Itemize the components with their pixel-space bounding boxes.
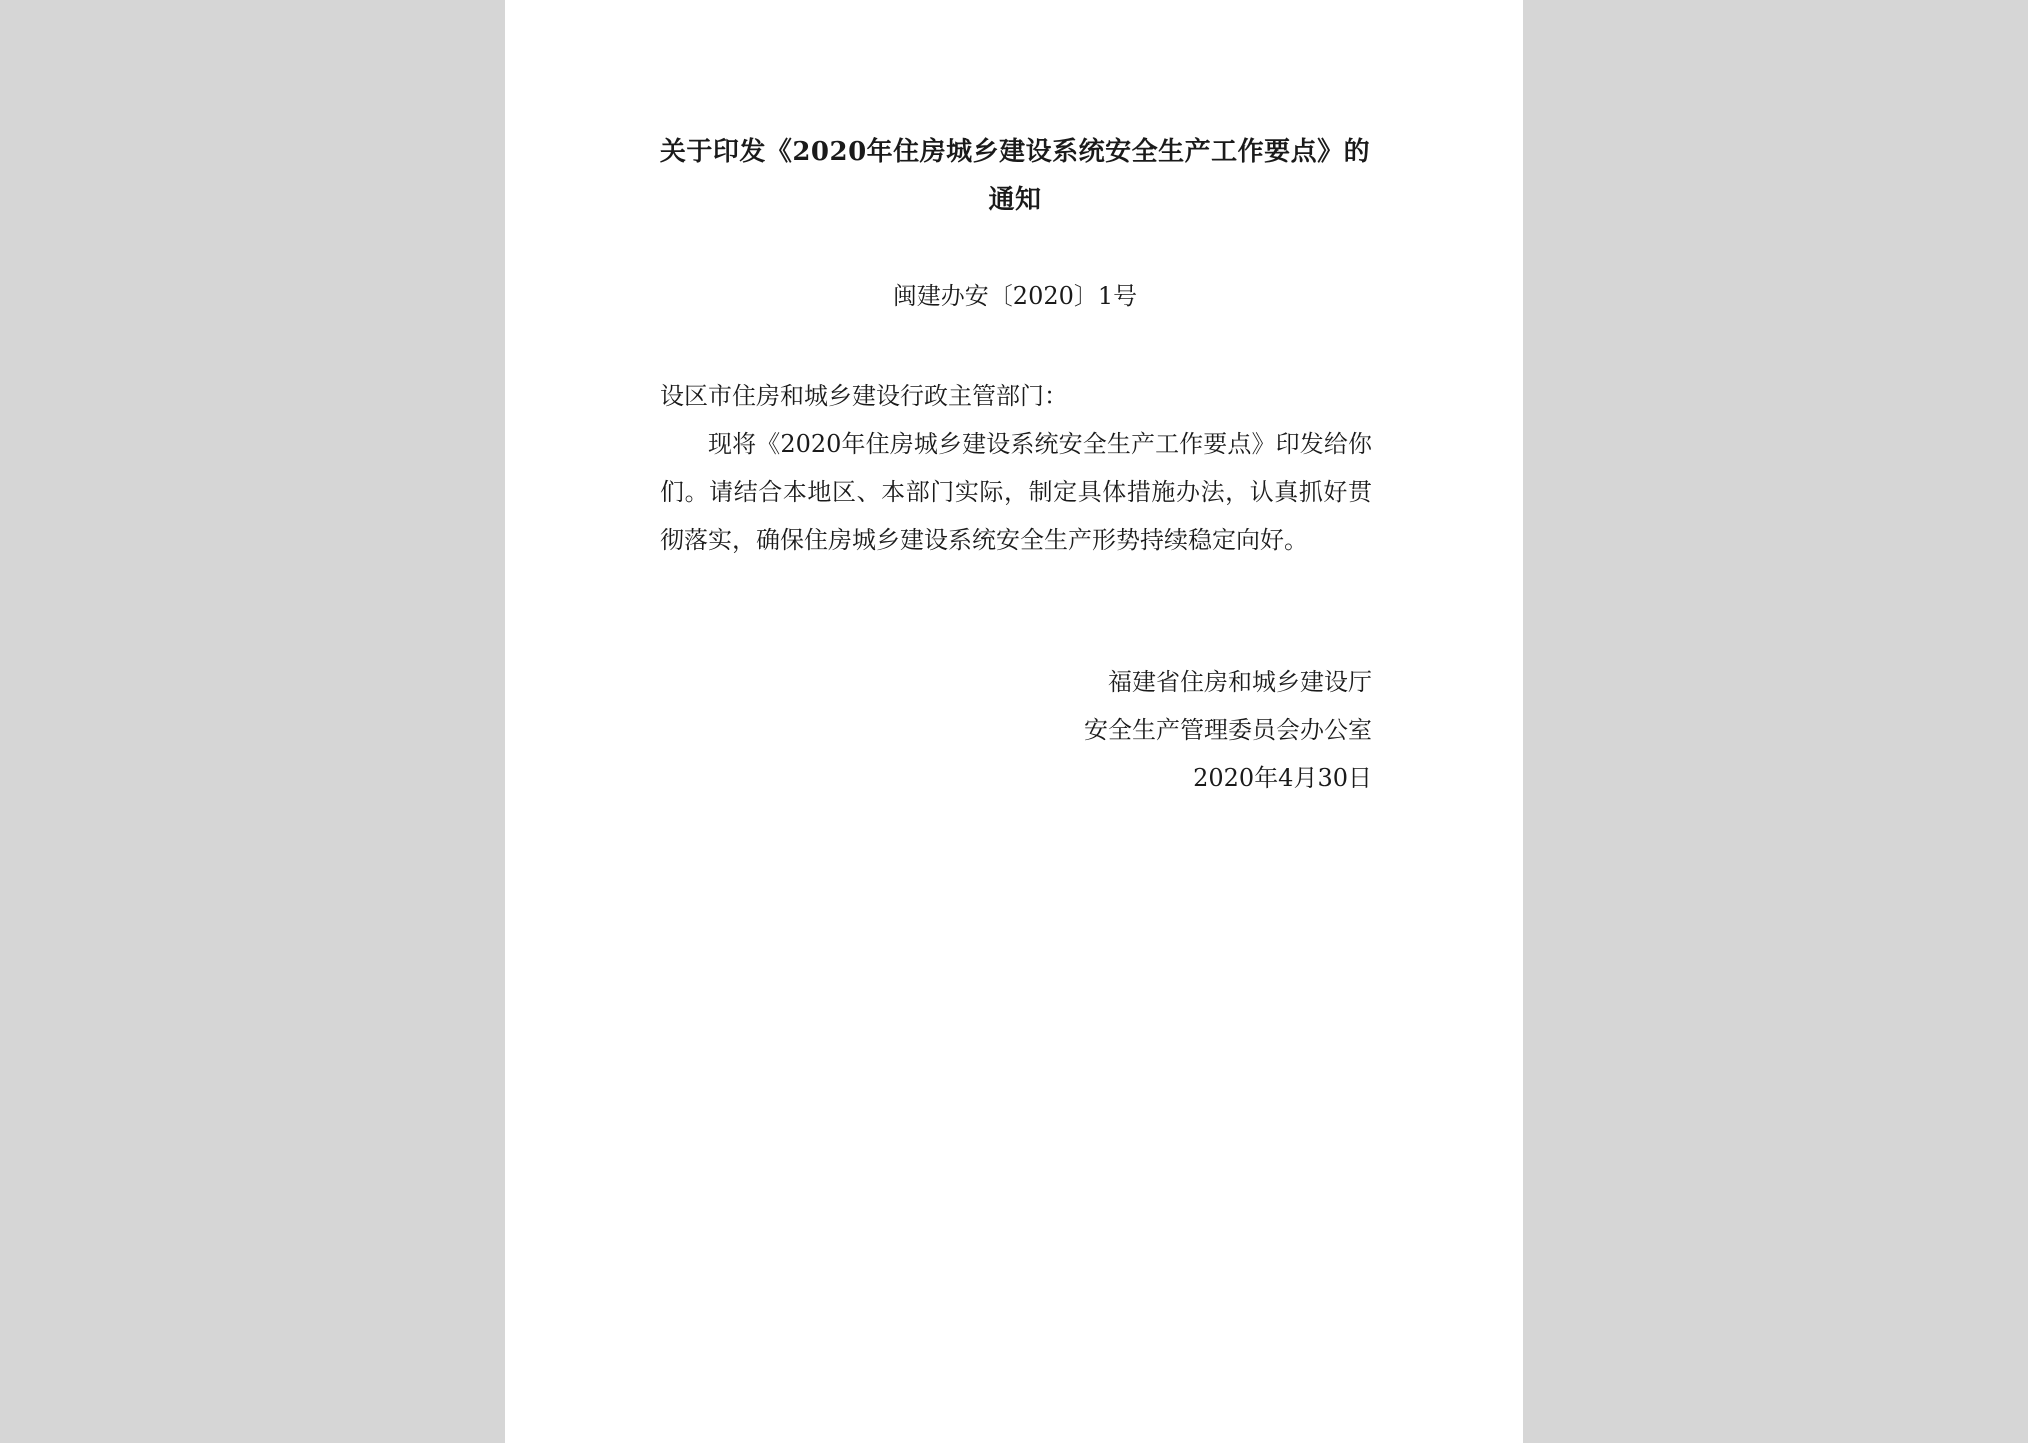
title-line-2: 通知 bbox=[988, 185, 1042, 215]
document-title bbox=[655, 128, 1375, 224]
document-page bbox=[505, 0, 1523, 1443]
issuer-line-2: 安全生产管理委员会办公室 bbox=[1084, 716, 1372, 744]
issuer-line-1: 福建省住房和城乡建设厅 bbox=[1108, 668, 1372, 696]
document-number: 闽建办安〔2020〕1号 bbox=[892, 282, 1138, 310]
salutation: 设区市住房和城乡建设行政主管部门： bbox=[660, 382, 1068, 410]
title-line-1: 关于印发《2020年住房城乡建设系统安全生产工作要点》的 bbox=[659, 137, 1371, 167]
body-paragraph: 现将《2020年住房城乡建设系统安全生产工作要点》印发给你们。请结合本地区、本部门实际，制定具体措施办法，认真抓好贯彻落实，确保住房城乡建设系统安全生产形势持续稳定向好。 bbox=[660, 430, 1372, 554]
signature-block bbox=[1084, 658, 1372, 802]
issue-date: 2020年4月30日 bbox=[1193, 764, 1372, 792]
